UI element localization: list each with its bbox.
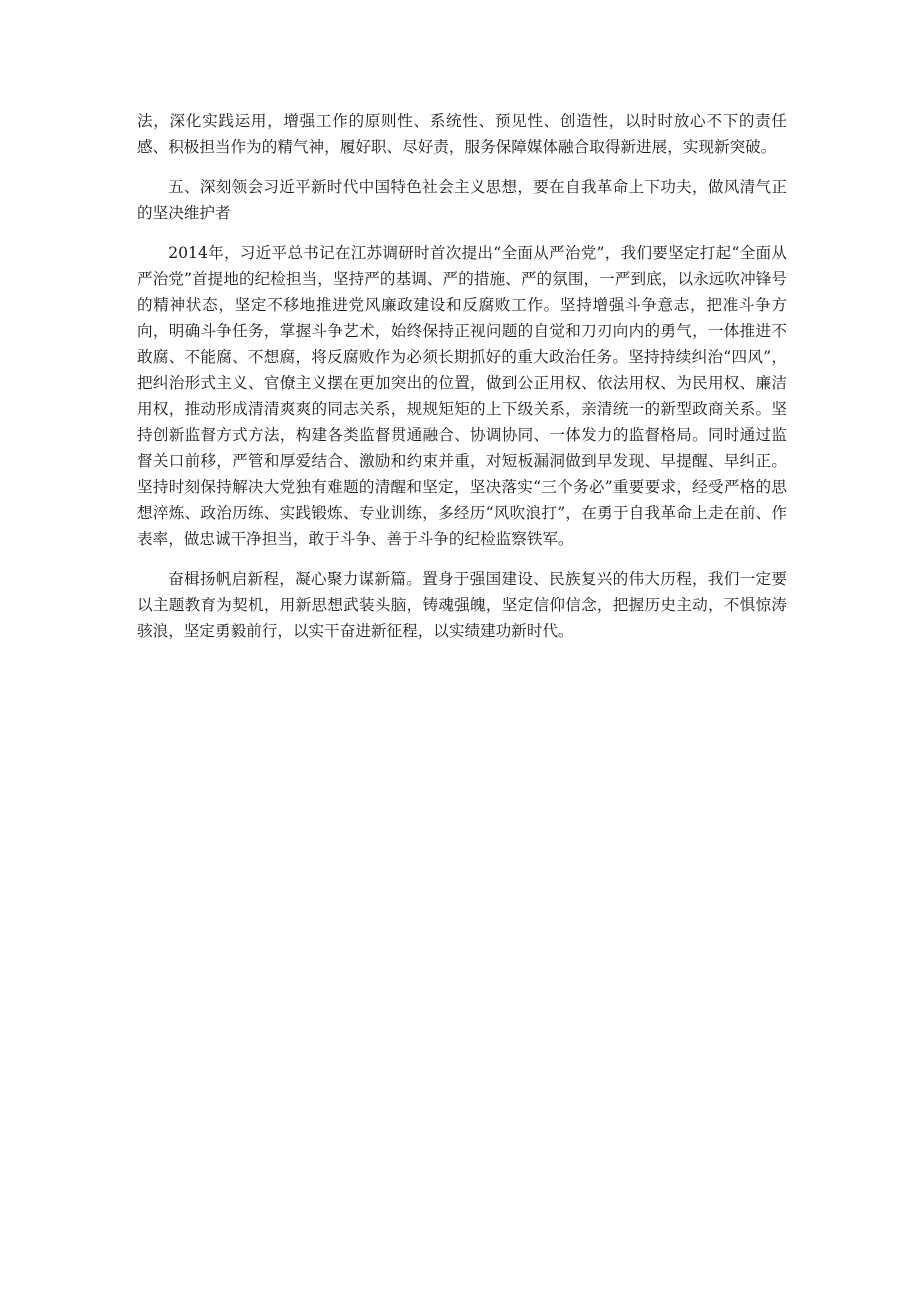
paragraph-conclusion: 奋楫扬帆启新程，凝心聚力谋新篇。置身于强国建设、民族复兴的伟大历程，我们一定要以主题教育为契机，用新思想武装头脑，铸魂强魄，坚定信仰信念，把握历史主动，不惧惊涛骇浪，坚定勇毅前行，以实干奋进新征程，以实绩建功新时代。 [137,570,787,640]
paragraph-self-revolution: 2014年，习近平总书记在江苏调研时首次提出“全面从严治党”，我们要坚定打起“全面从严治党”首提地的纪检担当，坚持严的基调、严的措施、严的氛围，一严到底，以永远吹冲锋号的精神状态，坚定不移地推进党风廉政建设和反腐败工作。坚持增强斗争意志，把准斗争方向，明确斗争任务，掌握斗争艺术，始终保持正视问题的自觉和刀刃向内的勇气，一体推进不敢腐、不能腐、不想腐，将反腐败作为必须长期抓好的重大政治任务。坚持持续纠治“四风”，把纠治形式主义、官僚主义摆在更加突出的位置，做到公正用权、依法用权、为民用权、廉洁用权，推动形成清清爽爽的同志关系，规规矩矩的上下级关系，亲清统一的新型政商关系。坚持创新监督方式方法，构建各类监督贯通融合、协调协同、一体发力的监督格局。同时通过监督关口前移，严管和厚爱结合、激励和约束并重，对短板漏洞做到早发现、早提醒、早纠正。坚持时刻保持解决大党独有难题的清醒和坚定，坚决落实“三个务必”重要要求，经受严格的思想淬炼、政治历练、实践锻炼、专业训练，多经历“风吹浪打”，在勇于自我革命上走在前、作表率，做忠诚干净担当，敢于斗争、善于斗争的纪检监察铁军。 [137,244,787,548]
paragraph-continuation: 法，深化实践运用，增强工作的原则性、系统性、预见性、创造性，以时时放心不下的责任感、积极担当作为的精气神，履好职、尽好责，服务保障媒体融合取得新进展，实现新突破。 [137,112,787,156]
section-heading-five: 五、深刻领会习近平新时代中国特色社会主义思想，要在自我革命上下功夫，做风清气正的坚决维护者 [137,178,787,222]
document-page [137,108,787,658]
